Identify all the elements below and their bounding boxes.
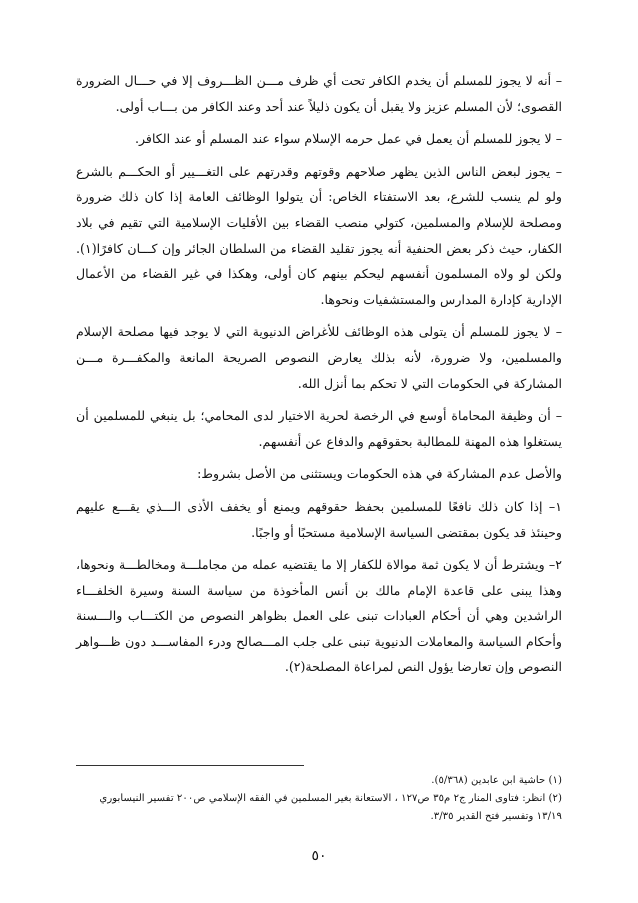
paragraph-4: – لا يجوز للمسلم أن يتولى هذه الوظائف للأغراض الدنيوية التي لا يوجد فيها مصلحة الإسلام والمسلمين، ولا ضرورة، لأنه بذلك يعارض النصوص الصريحة المانعة والمكفـــرة مـــن المشاركة في الحكومات التي لا تحكم بما أنزل الله. xyxy=(76,324,562,391)
paragraph-6: والأصل عدم المشاركة في هذه الحكومات ويستثنى من الأصل بشروط: xyxy=(197,466,562,482)
paragraph-1: – أنه لا يجوز للمسلم أن يخدم الكافر تحت أي ظرف مـــن الظـــروف إلا في حـــال الضرورة القصوى؛ لأن المسلم عزيز ولا يقبل أن يكون ذليلاً عند أحد وعند الكافر من بـــاب أولى. xyxy=(76,73,562,114)
paragraph-5: – أن وظيفة المحاماة أوسع في الرخصة لحرية الاختيار لدى المحامي؛ بل ينبغي للمسلمين أن يستغلوا هذه المهنة للمطالبة بحقوقهم والدفاع عن أنفسهم. xyxy=(76,408,562,449)
footnotes xyxy=(76,765,562,826)
paragraph-3: – يجوز لبعض الناس الذين يظهر صلاحهم وقوتهم وقدرتهم على التغـــيير أو الحكـــم بالشرع ولو لم ينسب للشرع، بعد الاستفتاء الخاص: أن يتولوا الوظائف العامة إذا كان ذلك ضرورة ومصلحة للإسلام والمسلمين، كتولي منصب القضاء بين الأقليات الإسلامية التي تقيم في بلاد الكفار، حيث ذكر بعض الحنفية أنه يجوز تقليد القضاء من السلطان الجائر وإن كـــان كافرًا(١). ولكن لو ولاه المسلمون أنفسهم ليحكم بينهم كان أولى، وهكذا في غير القضاء من الأعمال الإدارية كإدارة المدارس والمستشفيات ونحوها. xyxy=(76,163,562,307)
page-number: ٥٠ xyxy=(311,848,327,864)
paragraph-2: – لا يجوز للمسلم أن يعمل في عمل حرمه الإسلام سواء عند المسلم أو عند الكافر. xyxy=(134,131,562,147)
paragraph-7: ١– إذا كان ذلك نافعًا للمسلمين بحفظ حقوقهم ويمنع أو يخفف الأذى الـــذي يقـــع عليهم وحينئذ قد يكون بمقتضى السياسة الإسلامية مستحبًا أو واجبًا. xyxy=(76,498,562,540)
footnote-2: (٢) انظر: فتاوى المنار ج٢ م٣٥ ص١٢٧ ، الاستعانة بغير المسلمين في الفقه الإسلامي ص٢٠٠ تفسير النيسابوري ١٣/١٩ وتفسير فتح القدير ٣/٣٥. xyxy=(99,793,562,822)
footnote-divider xyxy=(76,765,304,766)
paragraph-8: ٢– ويشترط أن لا يكون ثمة موالاة للكفار إلا ما يقتضيه عمله من مجاملـــة ومخالطـــة ونحوها، وهذا يبنى على قاعدة الإمام مالك بن أنس المأخوذة من سياسة السنة وسيرة الخلفـــاء الراشدين وهي أن أحكام العبادات تبنى على العمل بظواهر النصوص من الكتـــاب والـــسنة وأحكام السياسة والمعاملات الدنيوية تبنى على جلب المـــصالح ودرء المفاســـد دون ظـــواهر النصوص وإن تعارضا يؤول النص لمراعاة المصلحة(٢). xyxy=(76,557,562,675)
footnote-1: (١) حاشية ابن عابدين (٥/٣٦٨). xyxy=(431,775,562,786)
